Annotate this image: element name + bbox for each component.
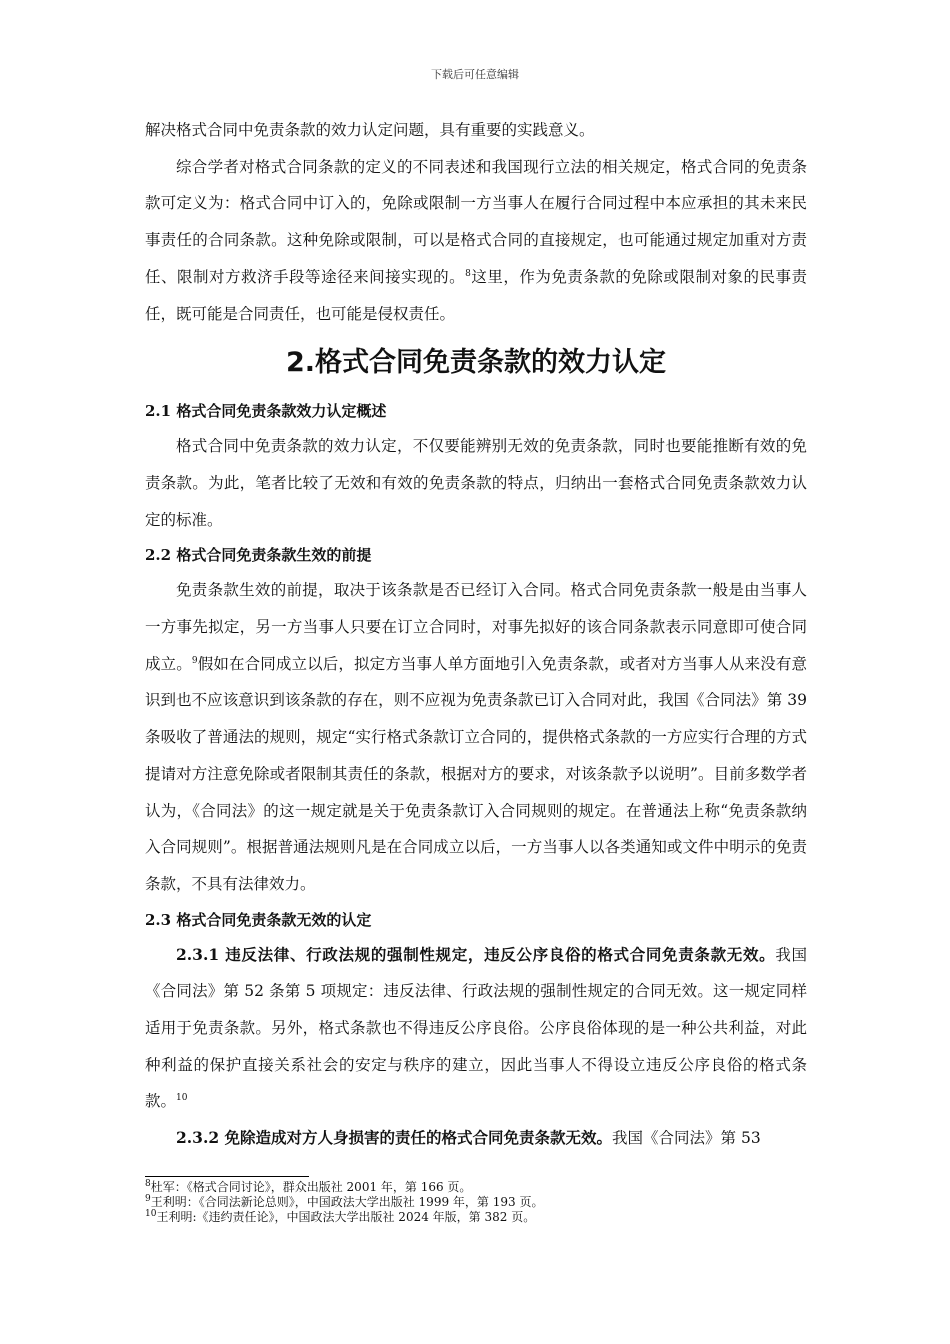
section-heading: 2.格式合同免责条款的效力认定	[285, 347, 667, 379]
paragraph: 解决格式合同中免责条款的效力认定问题，具有重要的实践意义。	[145, 121, 595, 139]
paragraph-text: 综合学者对格式合同条款的定义的不同表述和我国现行立法的相关规定，格式合同的免责条款可定义为：格式合同中订入的，免除或限制一方当事人在履行合同过程中本应承担的其未来民事责任的合同条款。这种免除或限制，可以是格式合同的直接规定，也可能通过规定加重对方责任、限制对方救济手段等途径来间接实现的。	[145, 157, 807, 286]
paragraph	[145, 937, 807, 1121]
footnote	[145, 1195, 807, 1210]
footnote-number: 9	[145, 1194, 151, 1204]
clause-heading: 2.3.1 违反法律、行政法规的强制性规定，违反公序良俗的格式合同免责条款无效。	[176, 944, 776, 964]
footnote-ref[interactable]: 9	[191, 655, 198, 666]
document-body	[145, 112, 807, 1157]
footnote-number: 8	[145, 1179, 151, 1189]
footnote-ref[interactable]: 8	[465, 268, 471, 279]
paragraph	[145, 572, 807, 902]
footnote	[145, 1210, 807, 1225]
footnote-text: 杜军：《格式合同讨论》，群众出版社 2001 年，第 166 页。	[150, 1180, 472, 1194]
paragraph: 格式合同中免责条款的效力认定，不仅要能辨别无效的免责条款，同时也要能推断有效的免责条款。为此，笔者比较了无效和有效的免责条款的特点，归纳出一套格式合同免责条款效力认定的标准。	[145, 437, 807, 529]
subsection-heading: 2.2 格式合同免责条款生效的前提	[145, 546, 372, 565]
footnote	[145, 1180, 807, 1195]
clause-heading: 2.3.2 免除造成对方人身损害的责任的格式合同免责条款无效。	[176, 1128, 613, 1148]
paragraph-text: 假如在合同成立以后，拟定方当事人单方面地引入免责条款，或者对方当事人从来没有意识到也不应该意识到该条款的存在，则不应视为免责条款已订入合同对此，我国《合同法》第 39 条吸收了普通法的规则，规定“实行格式条款订立合同的，提供格式条款的一方应实行合理的方式提请对方注意免除或者限制其责任的条款，根据对方的要求，对该条款予以说明”。目前多数学者认为，《合同法》的这一规定就是关于免责条款订入合同规则的规定。在普通法上称“免责条款纳入合同规则”。根据普通法规则凡是在合同成立以后，一方当事人以各类通知或文件中明示的免责条款，不具有法律效力。	[145, 654, 807, 893]
footnotes	[145, 1176, 807, 1225]
footnote-text: 王利明:《违约责任论》，中国政法大学出版社 2024 年版，第 382 页。	[156, 1210, 536, 1224]
page-header: 下载后可任意编辑	[431, 68, 519, 81]
paragraph-text: 免责条款生效的前提，取决于该条款是否已经订入合同。格式合同免责条款一般是由当事人一方事先拟定，另一方当事人只要在订立合同时，对事先拟好的该合同条款表示同意即可使合同成立。	[145, 581, 807, 673]
footnote-divider	[145, 1176, 309, 1177]
footnote-text: 王利明：《合同法新论总则》，中国政法大学出版社 1999 年，第 193 页。	[150, 1195, 544, 1209]
paragraph-text: 这里，作为免责条款的免除或限制对象的民事责任，既可能是合同责任，也可能是侵权责任。	[145, 267, 807, 323]
footnote-ref[interactable]: 10	[176, 1093, 188, 1104]
paragraph-text: 我国《合同法》第 53	[612, 1129, 761, 1148]
footnote-number: 10	[145, 1209, 157, 1219]
subsection-heading: 2.1 格式合同免责条款效力认定概述	[145, 402, 387, 421]
paragraph	[145, 1120, 807, 1157]
subsection-heading: 2.3 格式合同免责条款无效的认定	[145, 910, 372, 929]
paragraph	[145, 149, 807, 333]
paragraph-text: 我国《合同法》第 52 条第 5 项规定：违反法律、行政法规的强制性规定的合同无效。这一规定同样适用于免责条款。另外，格式条款也不得违反公序良俗。公序良俗体现的是一种公共利益，对此种利益的保护直接关系社会的安定与秩序的建立，因此当事人不得设立违反公序良俗的格式条款。	[145, 945, 807, 1111]
